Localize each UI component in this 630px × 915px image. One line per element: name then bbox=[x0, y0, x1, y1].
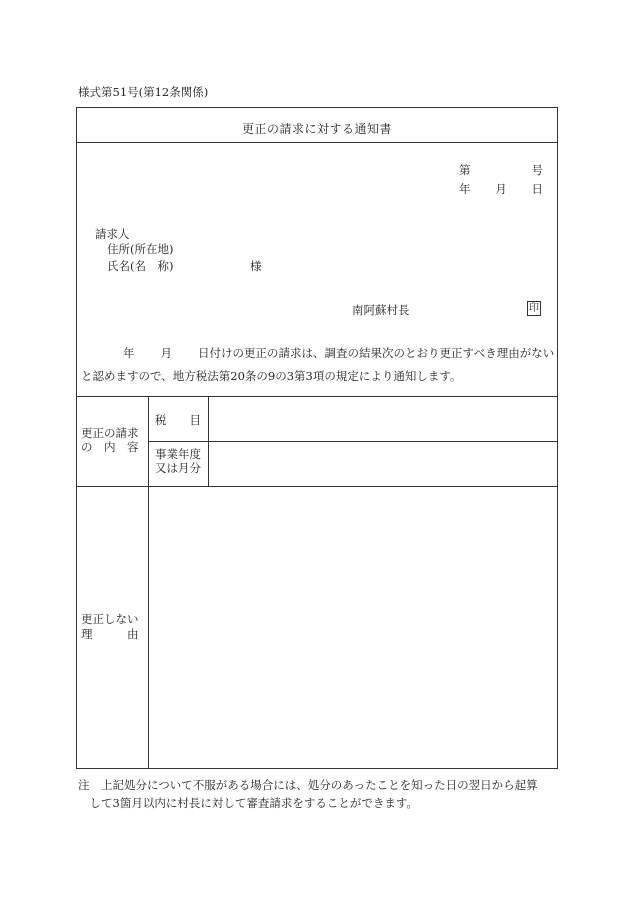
footnote-line-1: 注 上記処分について不服がある場合には、処分のあったことを知った日の翌日から起算 bbox=[78, 778, 538, 792]
reason-label-line-1: 更正しない bbox=[81, 612, 139, 626]
issue-date-month: 月 bbox=[495, 182, 507, 196]
reason-label-line-2: 理 由 bbox=[81, 627, 139, 641]
no-correction-reason-label bbox=[81, 612, 145, 642]
body-date-month: 月 bbox=[160, 346, 172, 360]
title-divider bbox=[77, 142, 557, 143]
form-title: 更正の請求に対する通知書 bbox=[241, 122, 392, 136]
form-number: 様式第51号(第12条関係) bbox=[78, 85, 209, 99]
footnote-line-2: して3箇月以内に村長に対して審査請求をすることができます。 bbox=[78, 796, 418, 810]
claim-content-label-line-2: の 内 容 bbox=[81, 440, 139, 454]
claimant-address-label: 住所(所在地) bbox=[107, 242, 174, 256]
tax-row-divider bbox=[148, 441, 557, 442]
seal-stamp: 印 bbox=[529, 303, 539, 314]
claimant-label: 請求人 bbox=[95, 227, 130, 241]
document-number-prefix: 第 bbox=[459, 163, 471, 177]
document-number bbox=[459, 162, 543, 178]
fiscal-period-label bbox=[155, 447, 201, 475]
notice-form bbox=[76, 107, 558, 769]
claimant-name-label: 氏名(名 称) bbox=[107, 259, 174, 273]
issue-date bbox=[459, 181, 543, 197]
document-number-suffix: 号 bbox=[531, 163, 543, 177]
issuer-title: 南阿蘇村長 bbox=[352, 303, 410, 317]
sublabel-column-divider bbox=[208, 396, 209, 486]
label-column-divider bbox=[148, 396, 149, 768]
body-divider bbox=[77, 396, 557, 397]
claimant-honorific: 様 bbox=[250, 259, 262, 273]
issue-date-day: 日 bbox=[531, 182, 543, 196]
claim-content-label bbox=[81, 426, 145, 454]
footnote bbox=[78, 776, 538, 812]
body-line-1-text: 日付けの更正の請求は、調査の結果次のとおり更正すべき理由がない bbox=[198, 346, 555, 360]
content-divider bbox=[77, 486, 557, 487]
notice-body-line-2: と認めますので、地方税法第20条の9の3第3項の規定により通知します。 bbox=[81, 369, 462, 383]
body-date-year: 年 bbox=[123, 346, 135, 360]
issue-date-year: 年 bbox=[459, 182, 471, 196]
notice-body-line-1 bbox=[81, 342, 553, 365]
tax-item-label: 税 目 bbox=[155, 413, 201, 427]
claim-content-label-line-1: 更正の請求 bbox=[81, 426, 139, 440]
fiscal-period-label-line-1: 事業年度 bbox=[155, 447, 201, 461]
fiscal-period-label-line-2: 又は月分 bbox=[155, 461, 201, 475]
